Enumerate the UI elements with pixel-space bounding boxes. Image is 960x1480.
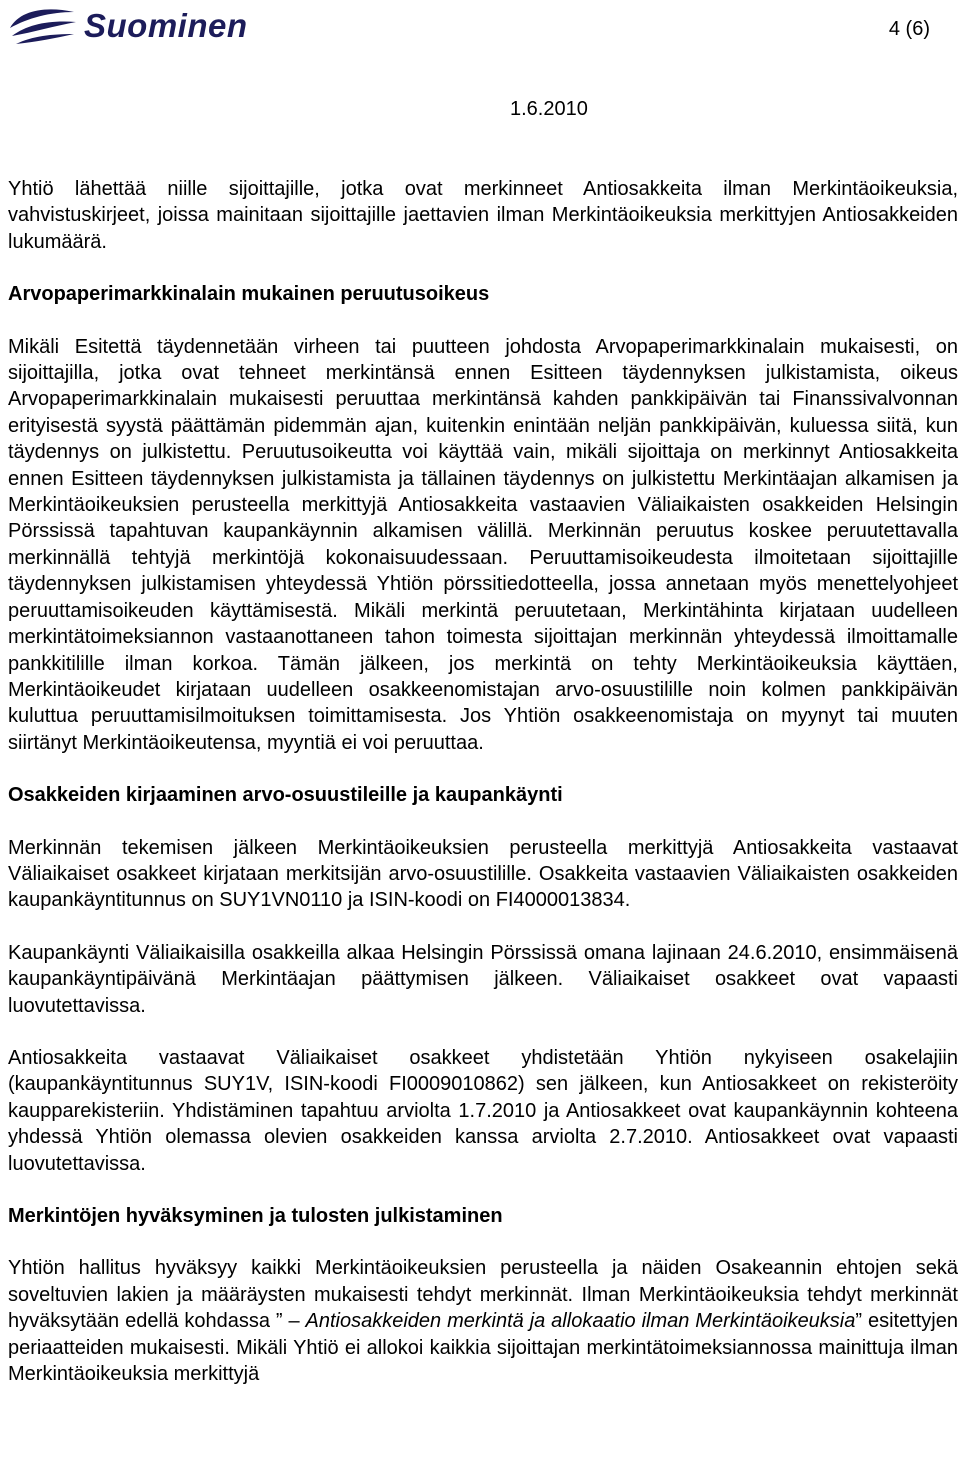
intro-paragraph: Yhtiö lähettää niille sijoittajille, jotka ovat merkinneet Antiosakkeita ilman Merkintäoikeuksia, vahvistuskirjeet, joissa mainitaan sijoittajille jaettavien ilman Merkintäoikeuksia merkittyjen Antiosakkeiden lukumäärä.: [8, 178, 958, 253]
section-heading-hyvaksyminen: Merkintöjen hyväksyminen ja tulosten julkistaminen: [8, 1205, 503, 1227]
logo-wordmark: Suominen: [84, 7, 248, 44]
document-date: 1.6.2010: [510, 98, 588, 120]
paragraph-hyvaksyminen-part1: Yhtiön hallitus hyväksyy kaikki Merkintäoikeuksien perusteella ja näiden Osakeannin ehtojen sekä soveltuvien lakien ja määräysten mukaisesti tehdyt merkinnät. Ilman Merkintäoikeuksia tehdyt merkinnät hyväksytään edellä kohdassa ” –: [8, 1257, 958, 1333]
page-number: 4 (6): [888, 18, 930, 40]
document-body: [8, 176, 958, 1387]
page-header: [0, 0, 960, 130]
suominen-logo-icon: [6, 6, 78, 46]
paragraph-hyvaksyminen-part2: ” esitettyjen periaatteiden mukaisesti. Mikäli Yhtiö ei allokoi kaikkia sijoittajan merkintätoimeksiannossa mainittuja ilman Merkintäoikeuksia merkittyjä: [8, 1310, 958, 1386]
paragraph-kirjaaminen-1: Merkinnän tekemisen jälkeen Merkintäoikeuksien perusteella merkittyjä Antiosakkeita vastaavat Väliaikaiset osakkeet kirjataan merkitsijän arvo-osuustilille. Osakkeita vastaavien Väliaikaisten osakkeiden kaupankäyntitunnus on SUY1VN0110 ja ISIN-koodi on FI4000013834.: [8, 836, 958, 912]
paragraph-hyvaksyminen-italic: Antiosakkeiden merkintä ja allokaatio ilman Merkintäoikeuksia: [305, 1310, 856, 1333]
paragraph-kirjaaminen-3: Antiosakkeita vastaavat Väliaikaiset osakkeet yhdistetään Yhtiön nykyiseen osakelajiin (kaupankäyntitunnus SUY1V, ISIN-koodi FI0009010862) sen jälkeen, kun Antiosakkeet on rekisteröity kaupparekisteriin. Yhdistäminen tapahtuu arviolta 1.7.2010 ja Antiosakkeet ovat kaupankäynnin kohteena yhdessä Yhtiön olemassa olevien osakkeiden kanssa arviolta 2.7.2010. Antiosakkeet ovat vapaasti luovutettavissa.: [8, 1046, 958, 1175]
company-logo: [6, 6, 248, 46]
section-heading-peruutusoikeus: Arvopaperimarkkinalain mukainen peruutusoikeus: [8, 283, 490, 306]
section-heading-kirjaaminen: Osakkeiden kirjaaminen arvo-osuustileille ja kaupankäynti: [8, 784, 563, 807]
paragraph-hyvaksyminen: [8, 1255, 958, 1387]
paragraph-kirjaaminen-2: Kaupankäynti Väliaikaisilla osakkeilla alkaa Helsingin Pörssissä omana lajinaan 24.6.2010, ensimmäisenä kaupankäyntipäivänä Merkintäajan päättymisen jälkeen. Väliaikaiset osakkeet ovat vapaasti luovutettavissa.: [8, 941, 958, 1017]
paragraph-peruutusoikeus: Mikäli Esitettä täydennetään virheen tai puutteen johdosta Arvopaperimarkkinalain mukaisesti, on sijoittajilla, jotka ovat tehneet merkintänsä ennen Esitteen täydennyksen julkistamista, oikeus Arvopaperimarkkinalain mukaisesti peruuttaa merkintänsä kahden pankkipäivän tai Finanssivalvonnan erityisestä syystä päättämän pidemmän ajan, kuitenkin enintään neljän pankkipäivän, kuluessa siitä, kun täydennys on julkistettu. Peruutusoikeutta voi käyttää vain, mikäli sijoittaja on merkinnyt Antiosakkeita ennen Esitteen täydennyksen julkistamista ja tällainen täydennys on julkistettu Merkintäajan alkamisen ja Merkintäoikeuksien perusteella merkittyjä Antiosakkeita vastaavien Väliaikaisten osakkeiden Helsingin Pörssissä tapahtuvan kaupankäynnin alkamisen välillä. Merkinnän peruutus koskee peruutettavalla merkinnällä tehtyjä merkintöjä kokonaisuudessaan. Peruuttamisoikeudesta ilmoitetaan sijoittajille täydennyksen julkistamisen yhteydessä Yhtiön pörssitiedotteella, jossa annetaan myös menettelyohjeet peruuttamisoikeuden käyttämisestä. Mikäli merkintä peruutetaan, Merkintähinta kirjataan uudelleen merkintätoimeksiannon vastaanottaneen tahon toimesta sijoittajan merkinnän yhteydessä ilmoittamalle pankkitilille ilman korkoa. Tämän jälkeen, jos merkintä on tehty Merkintäoikeuksia käyttäen, Merkintäoikeudet kirjataan uudelleen osakkeenomistajan arvo-osuustilille noin kolmen pankkipäivän kuluttua peruuttamisilmoituksen toimittamisesta. Jos Yhtiön osakkeenomistaja on myynyt tai muuten siirtänyt Merkintäoikeutensa, myyntiä ei voi peruuttaa.: [8, 335, 958, 754]
